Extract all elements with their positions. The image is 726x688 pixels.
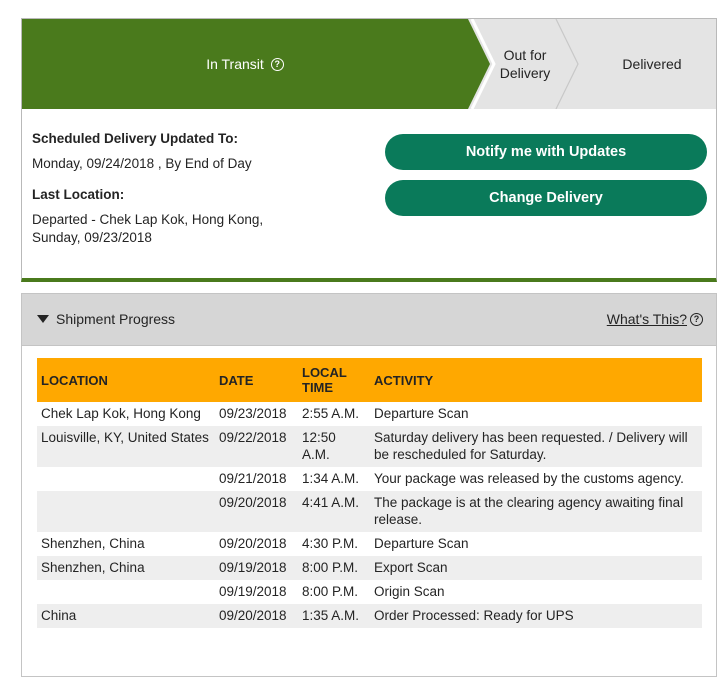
- table-row: [37, 426, 702, 467]
- step-delivered: [588, 19, 716, 109]
- cell-activity: Your package was released by the customs agency.: [370, 467, 702, 491]
- change-delivery-button[interactable]: Change Delivery: [385, 180, 707, 216]
- cell-time: 1:35 A.M.: [298, 604, 370, 628]
- cell-date: 09/19/2018: [215, 556, 298, 580]
- scheduled-delivery-value: Monday, 09/24/2018 , By End of Day: [32, 156, 252, 171]
- delivery-status-card: [21, 18, 717, 282]
- shipment-progress-header: [22, 294, 716, 346]
- caret-down-icon: [37, 315, 49, 323]
- step-out-for-delivery: [470, 19, 580, 109]
- shipment-progress-toggle[interactable]: [37, 311, 175, 327]
- cell-date: 09/22/2018: [215, 426, 298, 467]
- column-header-activity: ACTIVITY: [370, 358, 702, 402]
- table-row: [37, 402, 702, 426]
- cell-date: 09/21/2018: [215, 467, 298, 491]
- cell-time: 4:30 P.M.: [298, 532, 370, 556]
- scheduled-delivery-heading: Scheduled Delivery Updated To:: [32, 131, 239, 146]
- cell-date: 09/20/2018: [215, 604, 298, 628]
- cell-activity: Departure Scan: [370, 532, 702, 556]
- cell-date: 09/20/2018: [215, 532, 298, 556]
- step-delivered-label: Delivered: [622, 56, 682, 72]
- step-in-transit-label: In Transit: [206, 56, 264, 72]
- column-header-local-time: LOCAL TIME: [298, 358, 370, 402]
- shipment-progress-panel: [21, 293, 717, 677]
- whats-this-link[interactable]: What's This?: [606, 311, 687, 327]
- cell-activity: Departure Scan: [370, 402, 702, 426]
- cell-time: 1:34 A.M.: [298, 467, 370, 491]
- cell-location: Shenzhen, China: [37, 532, 215, 556]
- help-icon[interactable]: ?: [271, 58, 284, 71]
- table-row: [37, 532, 702, 556]
- delivery-stepper: [22, 19, 716, 109]
- delivery-info: [32, 131, 382, 261]
- table-row: [37, 604, 702, 628]
- column-header-location: LOCATION: [37, 358, 215, 402]
- cell-activity: The package is at the clearing agency awaiting final release.: [370, 491, 702, 532]
- cell-date: 09/19/2018: [215, 580, 298, 604]
- cell-location: [37, 491, 215, 532]
- cell-location: China: [37, 604, 215, 628]
- cell-time: 8:00 P.M.: [298, 556, 370, 580]
- cell-time: 2:55 A.M.: [298, 402, 370, 426]
- shipment-progress-title: Shipment Progress: [56, 311, 176, 327]
- table-row: [37, 580, 702, 604]
- table-header-row: [37, 358, 702, 402]
- cell-date: 09/23/2018: [215, 402, 298, 426]
- cell-location: Shenzhen, China: [37, 556, 215, 580]
- cell-activity: Order Processed: Ready for UPS: [370, 604, 702, 628]
- cell-location: Louisville, KY, United States: [37, 426, 215, 467]
- last-location-heading: Last Location:: [32, 187, 125, 202]
- cell-activity: Saturday delivery has been requested. / Delivery will be rescheduled for Saturday.: [370, 426, 702, 467]
- cell-time: 12:50 A.M.: [298, 426, 370, 467]
- cell-time: 4:41 A.M.: [298, 491, 370, 532]
- cell-activity: Export Scan: [370, 556, 702, 580]
- step-out-for-delivery-label: Out for Delivery: [499, 47, 551, 81]
- help-icon: ?: [690, 313, 703, 326]
- shipment-progress-table: [37, 358, 702, 628]
- step-in-transit: [22, 19, 468, 109]
- cell-location: [37, 467, 215, 491]
- cell-location: [37, 580, 215, 604]
- whats-this-link-group[interactable]: [607, 311, 703, 327]
- column-header-date: DATE: [215, 358, 298, 402]
- cell-activity: Origin Scan: [370, 580, 702, 604]
- cell-location: Chek Lap Kok, Hong Kong: [37, 402, 215, 426]
- cell-time: 8:00 P.M.: [298, 580, 370, 604]
- last-location-value: Departed - Chek Lap Kok, Hong Kong, Sunday, 09/23/2018: [32, 212, 264, 245]
- cell-date: 09/20/2018: [215, 491, 298, 532]
- notify-me-button[interactable]: Notify me with Updates: [385, 134, 707, 170]
- table-row: [37, 467, 702, 491]
- table-row: [37, 491, 702, 532]
- table-row: [37, 556, 702, 580]
